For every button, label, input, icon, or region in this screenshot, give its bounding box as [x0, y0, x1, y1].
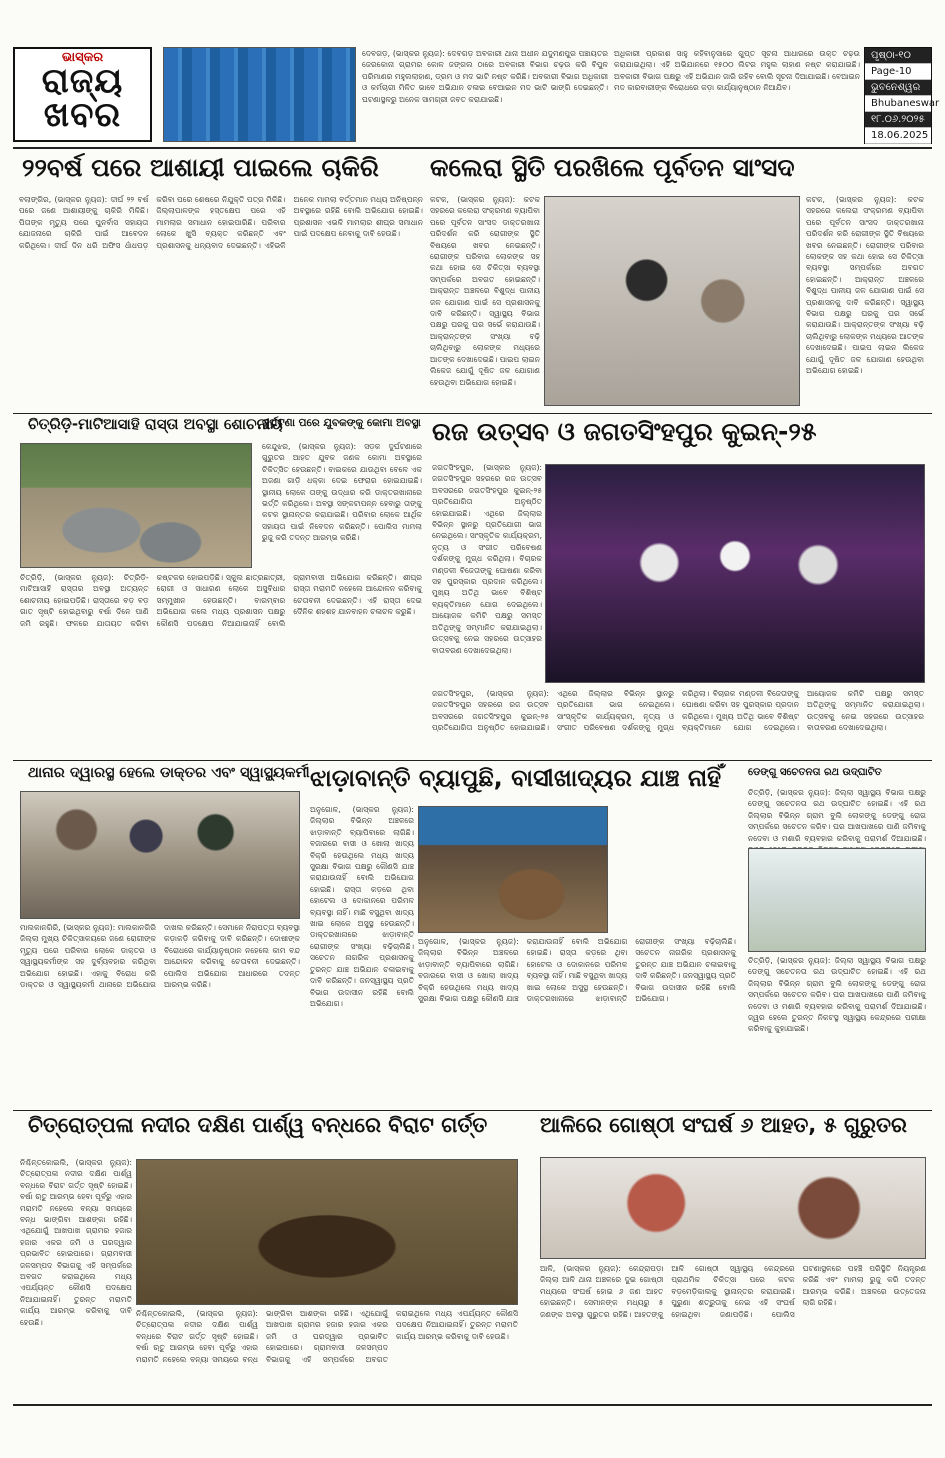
- city-odia: ଭୁବନେଶ୍ୱର: [865, 80, 931, 96]
- headline-river-embankment: ଚିତ୍ରୋତ୍ପଳା ନଦୀର ଦକ୍ଷିଣ ପାର୍ଶ୍ୱ ବନ୍ଧରେ ବିରାଟ ଗର୍ତ୍ତ: [28, 1113, 488, 1137]
- masthead-divider: [13, 147, 932, 149]
- date-odia: ୧୮.୦୬.୨୦୨୫: [865, 112, 931, 128]
- headline-diarrhea-food: ଝାଡ଼ାବାନ୍ତି ବ୍ୟାପୁଛି, ବାସୀଖାଦ୍ୟର ଯାଞ୍ଚ ନାହିଁ: [310, 764, 722, 792]
- article-road-condition: ଚିତ୍ରିଡ଼ି, (ଭାସ୍କର ନ୍ୟୁଜ): ଚିତ୍ରିଡ଼ି-ମାଟିଆସାହି ରାସ୍ତାର ଅବସ୍ଥା ଅତ୍ୟନ୍ତ ଶୋଚନୀୟ ହୋଇପଡ଼ିଛି। ରାସ୍ତାରେ ବଡ଼ ବଡ଼ ଗାତ ସୃଷ୍ଟି ହୋଇଥିବାରୁ ବର୍ଷା ଦିନେ ପାଣି ଜମି ରହୁଛି। ଫଳରେ ଯାତାୟତ କରିବା କଷ୍ଟକର ହୋଇପଡ଼ିଛି। ସ୍କୁଲ ଛାତ୍ରଛାତ୍ରୀ, ରୋଗୀ ଓ ସାଧାରଣ ଲୋକେ ଅସୁବିଧାର ସମ୍ମୁଖୀନ ହେଉଛନ୍ତି। ବାରମ୍ବାର ଅଭିଯୋଗ କଲେ ମଧ୍ୟ ପ୍ରଶାସନ ପକ୍ଷରୁ କୌଣସି ପଦକ୍ଷେପ ନିଆଯାଇନାହିଁ ବୋଲି ଗ୍ରାମବାସୀ ଅଭିଯୋଗ କରିଛନ୍ତି। ଶୀଘ୍ର ରାସ୍ତା ମରାମତି ନହେଲେ ଆନ୍ଦୋଳନ କରିବାକୁ ଚେତାବନୀ ଦେଇଛନ୍ତି। ଏହି ରାସ୍ତା ଦେଇ ଦୈନିକ ଶହଶହ ଯାନବାହନ ଚଳାଚଳ କରୁଛି।: [20, 573, 422, 628]
- embankment-photo: [136, 1159, 518, 1305]
- article-dengue-chariot-top: ଚିତ୍ରିଡ଼ି, (ଭାସ୍କର ନ୍ୟୁଜ): ଜିଲ୍ଲା ସ୍ୱାସ୍ଥ୍ୟ ବିଭାଗ ପକ୍ଷରୁ ଡେଙ୍ଗୁ ସଚେତନତା ରଥ ଉଦ୍‌ଘାଟିତ ହୋଇଛି। ଏହି ରଥ ଜିଲ୍ଲାର ବିଭିନ୍ନ ଗ୍ରାମ ବୁଲି ଲୋକଙ୍କୁ ଡେଙ୍ଗୁ ରୋଗ ସମ୍ପର୍କରେ ସଚେତନ କରିବ। ଘର ଆଖପାଖରେ ପାଣି ଜମିବାକୁ ନଦେବା ଓ ମଶାରି ବ୍ୟବହାର କରିବାକୁ ପରାମର୍ଶ ଦିଆଯାଇଛି।: [748, 788, 926, 843]
- top-story-photo: [163, 47, 356, 142]
- road-photo: [20, 443, 252, 568]
- headline-doctors-police: ଥାନାର ଦ୍ୱାରସ୍ଥ ହେଲେ ଡାକ୍ତର ଏବଂ ସ୍ୱାସ୍ଥ୍ୟକର୍ମୀ: [28, 765, 310, 781]
- bottom-rule: [13, 1404, 932, 1406]
- page-number-en: Page-10: [865, 64, 931, 80]
- headline-dengue-chariot: ଡେଙ୍ଗୁ ସଚେତନତା ରଥ ଉଦ୍‌ଘାଟିତ: [748, 767, 882, 778]
- brand-line-2: ଖବର: [43, 95, 122, 135]
- divider-3: [13, 1110, 932, 1111]
- article-doctors-police: ମାଲକାନଗିରି, (ଭାସ୍କର ନ୍ୟୁଜ): ମାଲକାନଗିରି ଜିଲ୍ଲା ମୁଖ୍ୟ ଚିକିତ୍ସାଳୟରେ ଜଣେ ରୋଗୀଙ୍କ ମୃତ୍ୟୁ ପରେ ପରିବାର ଲୋକେ ଡାକ୍ତର ଓ ସ୍ୱାସ୍ଥ୍ୟକର୍ମୀଙ୍କ ସହ ଦୁର୍ବ୍ୟବହାର କରିଥିବା ଅଭିଯୋଗ ହୋଇଛି। ଏହାକୁ ବିରୋଧ କରି ଡାକ୍ତର ଓ ସ୍ୱାସ୍ଥ୍ୟକର୍ମୀ ଥାନାରେ ଅଭିଯୋଗ ଦାଖଲ କରିଛନ୍ତି। ସେମାନେ ନିରାପତ୍ତା ବ୍ୟବସ୍ଥା କଡ଼ାକଡ଼ି କରିବାକୁ ଦାବି କରିଛନ୍ତି। ଦୋଷୀଙ୍କ ବିରୋଧରେ କାର୍ଯ୍ୟାନୁଷ୍ଠାନ ନହେଲେ କାମ ବନ୍ଦ ଆନ୍ଦୋଳନ କରିବାକୁ ଚେତାବନୀ ଦେଇଛନ୍ତି। ପୋଲିସ ଅଭିଯୋଗ ଆଧାରରେ ତଦନ୍ତ ଆରମ୍ଭ କରିଛି।: [20, 923, 300, 990]
- market-photo: [418, 806, 608, 933]
- article-cholera-visit-col1: କଟକ, (ଭାସ୍କର ନ୍ୟୁଜ): କଟକ ସହରରେ କଲେରା ସଂକ୍ରମଣ ବ୍ୟାପିବା ପରେ ପୂର୍ବତନ ସାଂସଦ ଡାକ୍ତରଖାନା ପରିଦର୍ଶନ କରି ରୋଗୀଙ୍କ ସ୍ଥିତି ବିଷୟରେ ଖବର ନେଇଛନ୍ତି। ରୋଗୀଙ୍କ ପରିବାର ଲୋକଙ୍କ ସହ କଥା ହୋଇ ସେ ଚିକିତ୍ସା ବ୍ୟବସ୍ଥା ସମ୍ପର୍କରେ ଅବଗତ ହୋଇଛନ୍ତି। ଆକ୍ରାନ୍ତ ଅଞ୍ଚଳରେ ବିଶୁଦ୍ଧ ପାନୀୟ ଜଳ ଯୋଗାଣ ପାଇଁ ସେ ପ୍ରଶାସନକୁ ଦାବି କରିଛନ୍ତି। ସ୍ୱାସ୍ଥ୍ୟ ବିଭାଗ ପକ୍ଷରୁ ଘରକୁ ଘର ସର୍ଭେ କରାଯାଉଛି। ଆକ୍ରାନ୍ତଙ୍କ ସଂଖ୍ୟା ବଢ଼ି ଚାଲିଥିବାରୁ ଲୋକଙ୍କ ମଧ୍ୟରେ ଆତଙ୍କ ଦେଖାଦେଇଛି। ପାଇପ ଲାଇନ ଲିକେଜ ଯୋଗୁଁ ଦୂଷିତ ଜଳ ଯୋଗାଣ ହେଉଥିବା ଅଭିଯୋଗ ହୋଇଛି।: [430, 195, 540, 387]
- article-group-clash: ଆଳି, (ଭାସ୍କର ନ୍ୟୁଜ): କେନ୍ଦ୍ରାପଡ଼ା ଜିଲ୍ଲା ଆଳି ଥାନା ଅଞ୍ଚଳରେ ଦୁଇ ଗୋଷ୍ଠୀ ମଧ୍ୟରେ ସଂଘର୍ଷ ହୋଇ ୬ ଜଣ ଆହତ ହୋଇଛନ୍ତି। ସେମାନଙ୍କ ମଧ୍ୟରୁ ୫ ଜଣଙ୍କ ଅବସ୍ଥା ଗୁରୁତର ରହିଛି। ଆହତଙ୍କୁ ଆଳି ଗୋଷ୍ଠୀ ସ୍ୱାସ୍ଥ୍ୟ କେନ୍ଦ୍ରରେ ପ୍ରାଥମିକ ଚିକିତ୍ସା ପରେ କଟକ ବଡ଼ମେଡ଼ିକାଲକୁ ସ୍ଥାନାନ୍ତର କରାଯାଇଛି। ପୁରୁଣା ଶତ୍ରୁତାକୁ ନେଇ ଏହି ସଂଘର୍ଷ ହୋଇଥିବା ଜଣାପଡ଼ିଛି। ପୋଲିସ ଘଟଣାସ୍ଥଳରେ ପହଞ୍ଚି ପରିସ୍ଥିତି ନିୟନ୍ତ୍ରଣ କରିଛି ଏବଂ ମାମଲା ରୁଜୁ କରି ତଦନ୍ତ ଆରମ୍ଭ କରିଛି। ଅଞ୍ଚଳରେ ଉତ୍ତେଜନା ଲାଗି ରହିଛି।: [540, 1264, 926, 1319]
- page-info-box: [864, 47, 940, 144]
- article-raja-festival-bottom: ଜଗତସିଂହପୁର, (ଭାସ୍କର ନ୍ୟୁଜ): ଜଗତସିଂହପୁର ସହରରେ ରଜ ଉତ୍ସବ ଅବସରରେ ଜଗତସିଂହପୁର କୁଇନ୍-୨୫ ପ୍ରତିଯୋଗିତା ଅନୁଷ୍ଠିତ ହୋଇଯାଇଛି। ଏଥିରେ ଜିଲ୍ଲାର ବିଭିନ୍ନ ସ୍ଥାନରୁ ପ୍ରତିଯୋଗୀ ଭାଗ ନେଇଥିଲେ। ସାଂସ୍କୃତିକ କାର୍ଯ୍ୟକ୍ରମ, ନୃତ୍ୟ ଓ ସଂଗୀତ ପରିବେଷଣ ଦର୍ଶକଙ୍କୁ ମୁଗ୍ଧ କରିଥିଲା। ବିଚାରକ ମଣ୍ଡଳୀ ବିଜେତାଙ୍କୁ ଘୋଷଣା କରିବା ସହ ପୁରସ୍କାର ପ୍ରଦାନ କରିଥିଲେ। ମୁଖ୍ୟ ଅତିଥି ଭାବେ ବିଶିଷ୍ଟ ବ୍ୟକ୍ତିମାନେ ଯୋଗ ଦେଇଥିଲେ। ଆୟୋଜକ କମିଟି ପକ୍ଷରୁ ସମସ୍ତ ଅତିଥିଙ୍କୁ ସମ୍ମାନିତ କରାଯାଇଥିଲା। ଉତ୍ସବକୁ ନେଇ ସହରରେ ଉତ୍ସାହର ବାତାବରଣ ଦେଖାଦେଇଥିଲା।: [432, 689, 924, 733]
- article-river-embankment-col1: ନିଶ୍ଚିନ୍ତକୋଇଲି, (ଭାସ୍କର ନ୍ୟୁଜ): ଚିତ୍ରୋତ୍ପଳା ନଦୀର ଦକ୍ଷିଣ ପାର୍ଶ୍ୱ ବନ୍ଧରେ ବିରାଟ ଗର୍ତ୍ତ ସୃଷ୍ଟି ହୋଇଛି। ବର୍ଷା ଋତୁ ଆରମ୍ଭ ହେବା ପୂର୍ବରୁ ଏହାର ମରାମତି ନହେଲେ ବନ୍ୟା ସମୟରେ ବନ୍ଧ ଭାଙ୍ଗିବା ଆଶଙ୍କା ରହିଛି। ଏଥିଯୋଗୁଁ ଆଖପାଖ ଗ୍ରାମର ହଜାର ହଜାର ଏକର ଜମି ଓ ଘରଦ୍ୱାର ପ୍ରଭାବିତ ହୋଇପାରେ। ଗ୍ରାମବାସୀ ଜଳସମ୍ପଦ ବିଭାଗକୁ ଏହି ସମ୍ପର୍କରେ ଅବଗତ କରାଇଥିଲେ ମଧ୍ୟ ଏପର୍ଯ୍ୟନ୍ତ କୌଣସି ପଦକ୍ଷେପ ନିଆଯାଇନାହିଁ। ତୁରନ୍ତ ମରାମତି କାର୍ଯ୍ୟ ଆରମ୍ଭ କରିବାକୁ ଦାବି ହେଉଛି।: [20, 1158, 132, 1327]
- article-river-embankment-col2: ନିଶ୍ଚିନ୍ତକୋଇଲି, (ଭାସ୍କର ନ୍ୟୁଜ): ଚିତ୍ରୋତ୍ପଳା ନଦୀର ଦକ୍ଷିଣ ପାର୍ଶ୍ୱ ବନ୍ଧରେ ବିରାଟ ଗର୍ତ୍ତ ସୃଷ୍ଟି ହୋଇଛି। ବର୍ଷା ଋତୁ ଆରମ୍ଭ ହେବା ପୂର୍ବରୁ ଏହାର ମରାମତି ନହେଲେ ବନ୍ୟା ସମୟରେ ବନ୍ଧ ଭାଙ୍ଗିବା ଆଶଙ୍କା ରହିଛି। ଏଥିଯୋଗୁଁ ଆଖପାଖ ଗ୍ରାମର ହଜାର ହଜାର ଏକର ଜମି ଓ ଘରଦ୍ୱାର ପ୍ରଭାବିତ ହୋଇପାରେ। ଗ୍ରାମବାସୀ ଜଳସମ୍ପଦ ବିଭାଗକୁ ଏହି ସମ୍ପର୍କରେ ଅବଗତ କରାଇଥିଲେ ମଧ୍ୟ ଏପର୍ଯ୍ୟନ୍ତ କୌଣସି ପଦକ୍ଷେପ ନିଆଯାଇନାହିଁ। ତୁରନ୍ତ ମରାମତି କାର୍ଯ୍ୟ ଆରମ୍ଭ କରିବାକୁ ଦାବି ହେଉଛି।: [136, 1309, 518, 1364]
- article-accident-coma: କେନ୍ଦୁଝର, (ଭାସ୍କର ନ୍ୟୁଜ): ସଡ଼କ ଦୁର୍ଘଟଣାରେ ଗୁରୁତର ଆହତ ଯୁବକ ଜଣକ କୋମା ଅବସ୍ଥାରେ ଚିକିତ୍ସିତ ହେଉଛନ୍ତି। ବାଇକରେ ଯାଉଥିବା ବେଳେ ଏକ ଅଜଣା ଗାଡ଼ି ଧକ୍କା ଦେଇ ଫେରାର ହୋଇଯାଇଛି। ସ୍ଥାନୀୟ ଲୋକେ ତାଙ୍କୁ ଉଦ୍ଧାର କରି ଡାକ୍ତରଖାନାରେ ଭର୍ତ୍ତି କରିଥିଲେ। ଅବସ୍ଥା ସଙ୍କଟାପନ୍ନ ହେବାରୁ ତାଙ୍କୁ କଟକ ସ୍ଥାନାନ୍ତର କରାଯାଇଛି। ପରିବାର ଲୋକେ ଆର୍ଥିକ ସହାୟତା ପାଇଁ ନିବେଦନ କରିଛନ୍ତି। ପୋଲିସ ମାମଲା ରୁଜୁ କରି ତଦନ୍ତ ଆରମ୍ଭ କରିଛି।: [262, 442, 422, 543]
- headline-raja-festival: ରଜ ଉତ୍ସବ ଓ ଜଗତସିଂହପୁର କୁଇନ୍-୨୫: [432, 417, 817, 446]
- article-diarrhea-food-col1: ଅନୁଗୋଳ, (ଭାସ୍କର ନ୍ୟୁଜ): ଜିଲ୍ଲାର ବିଭିନ୍ନ ଅଞ୍ଚଳରେ ଝାଡ଼ାବାନ୍ତି ବ୍ୟାପିବାରେ ଲାଗିଛି। ବଜାରରେ ବାସୀ ଓ ଖୋଲା ଖାଦ୍ୟ ବିକ୍ରି ହେଉଥିଲେ ମଧ୍ୟ ଖାଦ୍ୟ ସୁରକ୍ଷା ବିଭାଗ ପକ୍ଷରୁ କୌଣସି ଯାଞ୍ଚ କରାଯାଉନାହିଁ ବୋଲି ଅଭିଯୋଗ ହୋଇଛି। ରାସ୍ତା କଡ଼ରେ ଥିବା ହୋଟେଲ ଓ ଦୋକାନରେ ପରିମଳ ବ୍ୟବସ୍ଥା ନାହିଁ। ମାଛି ବସୁଥିବା ଖାଦ୍ୟ ଖାଇ ଲୋକେ ଅସୁସ୍ଥ ହେଉଛନ୍ତି। ଡାକ୍ତରଖାନାରେ ଝାଡ଼ାବାନ୍ତି ରୋଗୀଙ୍କ ସଂଖ୍ୟା ବଢ଼ିଚାଲିଛି। ସଚେତନ ନାଗରିକ ପ୍ରଶାସନକୁ ତୁରନ୍ତ ଯାଞ୍ଚ ଅଭିଯାନ ଚଳାଇବାକୁ ଦାବି କରିଛନ୍ତି। ଜନସ୍ୱାସ୍ଥ୍ୟ ପ୍ରତି ବିଭାଗ ଉଦାସୀନ ରହିଛି ବୋଲି ଅଭିଯୋଗ।: [310, 805, 414, 1008]
- article-cholera-visit-col2: କଟକ, (ଭାସ୍କର ନ୍ୟୁଜ): କଟକ ସହରରେ କଲେରା ସଂକ୍ରମଣ ବ୍ୟାପିବା ପରେ ପୂର୍ବତନ ସାଂସଦ ଡାକ୍ତରଖାନା ପରିଦର୍ଶନ କରି ରୋଗୀଙ୍କ ସ୍ଥିତି ବିଷୟରେ ଖବର ନେଇଛନ୍ତି। ରୋଗୀଙ୍କ ପରିବାର ଲୋକଙ୍କ ସହ କଥା ହୋଇ ସେ ଚିକିତ୍ସା ବ୍ୟବସ୍ଥା ସମ୍ପର୍କରେ ଅବଗତ ହୋଇଛନ୍ତି। ଆକ୍ରାନ୍ତ ଅଞ୍ଚଳରେ ବିଶୁଦ୍ଧ ପାନୀୟ ଜଳ ଯୋଗାଣ ପାଇଁ ସେ ପ୍ରଶାସନକୁ ଦାବି କରିଛନ୍ତି। ସ୍ୱାସ୍ଥ୍ୟ ବିଭାଗ ପକ୍ଷରୁ ଘରକୁ ଘର ସର୍ଭେ କରାଯାଉଛି। ଆକ୍ରାନ୍ତଙ୍କ ସଂଖ୍ୟା ବଢ଼ି ଚାଲିଥିବାରୁ ଲୋକଙ୍କ ମଧ୍ୟରେ ଆତଙ୍କ ଦେଖାଦେଇଛି। ପାଇପ ଲାଇନ ଲିକେଜ ଯୋଗୁଁ ଦୂଷିତ ଜଳ ଯୋଗାଣ ହେଉଥିବା ଅଭିଯୋଗ ହୋଇଛି।: [806, 195, 924, 376]
- headline-road-condition: ଚିତ୍ରିଡ଼ି-ମାଟିଆସାହି ରାସ୍ତା ଅବସ୍ଥା ଶୋଚନୀୟ: [28, 415, 283, 433]
- masthead: [13, 47, 152, 142]
- article-job-after-22-years: ବଲାଙ୍ଗିର, (ଭାସ୍କର ନ୍ୟୁଜ): ଦୀର୍ଘ ୨୨ ବର୍ଷ ପରେ ଜଣେ ଆଶାୟୀଙ୍କୁ ଚାକିରି ମିଳିଛି। ପିତାଙ୍କ ମୃତ୍ୟୁ ପରେ ପୁନର୍ବାସ ସହାୟତା ଯୋଜନାରେ ଚାକିରି ପାଇଁ ଆବେଦନ କରିଥିଲେ। ଦୀର୍ଘ ଦିନ ଧରି ଅଫିସ ଧାଁଧପଡ଼ କରିବା ପରେ ଶେଷରେ ନିଯୁକ୍ତି ପତ୍ର ମିଳିଛି। ଜିଲ୍ଲାପାଳଙ୍କ ହସ୍ତକ୍ଷେପ ପରେ ଏହି ମାମଲାର ସମାଧାନ ହୋଇପାରିଛି। ପରିବାର ଲୋକେ ଖୁସି ବ୍ୟକ୍ତ କରିଛନ୍ତି ଏବଂ ପ୍ରଶାସନକୁ ଧନ୍ୟବାଦ ଦେଇଛନ୍ତି। ଏହିଭଳି ଅନେକ ମାମଲା ବର୍ତ୍ତମାନ ମଧ୍ୟ ଅନିଷ୍ପନ୍ନ ଅବସ୍ଥାରେ ରହିଛି ବୋଲି ଅଭିଯୋଗ ହୋଇଛି। ପ୍ରଶାସନ ଏଭଳି ମାମଲାର ଶୀଘ୍ର ସମାଧାନ ପାଇଁ ପଦକ୍ଷେପ ନେବାକୁ ଦାବି ହେଉଛି।: [19, 195, 423, 250]
- city-en: Bhubaneswar: [865, 96, 931, 112]
- cholera-photo: [544, 196, 800, 406]
- divider-2: [13, 760, 932, 761]
- dengue-photo: [748, 848, 926, 952]
- page-number-odia: ପୃଷ୍ଠା-୧୦: [865, 48, 931, 64]
- headline-accident-coma: ଦୁର୍ଘଟଣା ପରେ ଯୁବକଙ୍କୁ କୋମା ଅବସ୍ଥା: [262, 417, 421, 429]
- headline-group-clash: ଆଳିରେ ଗୋଷ୍ଠୀ ସଂଘର୍ଷ ୬ ଆହତ, ୫ ଗୁରୁତର: [540, 1113, 907, 1137]
- clash-photo: [540, 1157, 926, 1259]
- article-diarrhea-food-col2: ଅନୁଗୋଳ, (ଭାସ୍କର ନ୍ୟୁଜ): ଜିଲ୍ଲାର ବିଭିନ୍ନ ଅଞ୍ଚଳରେ ଝାଡ଼ାବାନ୍ତି ବ୍ୟାପିବାରେ ଲାଗିଛି। ବଜାରରେ ବାସୀ ଓ ଖୋଲା ଖାଦ୍ୟ ବିକ୍ରି ହେଉଥିଲେ ମଧ୍ୟ ଖାଦ୍ୟ ସୁରକ୍ଷା ବିଭାଗ ପକ୍ଷରୁ କୌଣସି ଯାଞ୍ଚ କରାଯାଉନାହିଁ ବୋଲି ଅଭିଯୋଗ ହୋଇଛି। ରାସ୍ତା କଡ଼ରେ ଥିବା ହୋଟେଲ ଓ ଦୋକାନରେ ପରିମଳ ବ୍ୟବସ୍ଥା ନାହିଁ। ମାଛି ବସୁଥିବା ଖାଦ୍ୟ ଖାଇ ଲୋକେ ଅସୁସ୍ଥ ହେଉଛନ୍ତି। ଡାକ୍ତରଖାନାରେ ଝାଡ଼ାବାନ୍ତି ରୋଗୀଙ୍କ ସଂଖ୍ୟା ବଢ଼ିଚାଲିଛି। ସଚେତନ ନାଗରିକ ପ୍ରଶାସନକୁ ତୁରନ୍ତ ଯାଞ୍ଚ ଅଭିଯାନ ଚଳାଇବାକୁ ଦାବି କରିଛନ୍ତି। ଜନସ୍ୱାସ୍ଥ୍ୟ ପ୍ରତି ବିଭାଗ ଉଦାସୀନ ରହିଛି ବୋଲି ଅଭିଯୋଗ।: [418, 937, 736, 1004]
- article-raja-festival-col1: ଜଗତସିଂହପୁର, (ଭାସ୍କର ନ୍ୟୁଜ): ଜଗତସିଂହପୁର ସହରରେ ରଜ ଉତ୍ସବ ଅବସରରେ ଜଗତସିଂହପୁର କୁଇନ୍-୨୫ ପ୍ରତିଯୋଗିତା ଅନୁଷ୍ଠିତ ହୋଇଯାଇଛି। ଏଥିରେ ଜିଲ୍ଲାର ବିଭିନ୍ନ ସ୍ଥାନରୁ ପ୍ରତିଯୋଗୀ ଭାଗ ନେଇଥିଲେ। ସାଂସ୍କୃତିକ କାର୍ଯ୍ୟକ୍ରମ, ନୃତ୍ୟ ଓ ସଂଗୀତ ପରିବେଷଣ ଦର୍ଶକଙ୍କୁ ମୁଗ୍ଧ କରିଥିଲା। ବିଚାରକ ମଣ୍ଡଳୀ ବିଜେତାଙ୍କୁ ଘୋଷଣା କରିବା ସହ ପୁରସ୍କାର ପ୍ରଦାନ କରିଥିଲେ। ମୁଖ୍ୟ ଅତିଥି ଭାବେ ବିଶିଷ୍ଟ ବ୍ୟକ୍ତିମାନେ ଯୋଗ ଦେଇଥିଲେ। ଆୟୋଜକ କମିଟି ପକ୍ଷରୁ ସମସ୍ତ ଅତିଥିଙ୍କୁ ସମ୍ମାନିତ କରାଯାଇଥିଲା। ଉତ୍ସବକୁ ନେଇ ସହରରେ ଉତ୍ସାହର ବାତାବରଣ ଦେଖାଦେଇଥିଲା।: [432, 463, 542, 655]
- headline-cholera-visit: କଲେରା ସ୍ଥିତି ପରଖିଲେ ପୂର୍ବତନ ସାଂସଦ: [430, 153, 795, 182]
- top-story-text-right: ଅଧିକାରୀ ପ୍ରକାଶ ସାହୁ କହିବାନୁସାରେ ଗୁପ୍ତ ସୂଚନା ଆଧାରରେ ଉକ୍ତ ଚଢ଼ଉ କରାଯାଇଥିଲା। ଏହି ଅଭିଯାନରେ ୧୫୦୦ ଲିଟର ମହୁଲ ଲାହାଣ ନଷ୍ଟ କରାଯାଇଛି। ଅବକାରୀ ବିଭାଗ ପକ୍ଷରୁ ଏହି ଅଭିଯାନ ଜାରି ରହିବ ବୋଲି ସୂଚନା ଦିଆଯାଇଛି। ବେଆଇନ ମଦ କାରବାରୀଙ୍କ ବିରୋଧରେ କଡ଼ା କାର୍ଯ୍ୟାନୁଷ୍ଠାନ ନିଆଯିବ।: [614, 49, 860, 93]
- brand-top: ଭାସ୍କର: [61, 50, 104, 65]
- date-en: 18.06.2025: [865, 128, 931, 144]
- divider-1: [13, 413, 932, 414]
- doctors-photo: [20, 791, 300, 919]
- raja-festival-photo: [545, 464, 925, 683]
- headline-job-after-22-years: ୨୨ବର୍ଷ ପରେ ଆଶାୟୀ ପାଇଲେ ଚାକିରି: [22, 153, 379, 182]
- top-story-text-left: ଦେବଗଡ଼, (ଭାସ୍କର ନ୍ୟୁଜ): ଦେବଗଡ଼ ଅବକାରୀ ଥାନା ଅଧୀନ ଯଦୁମଣପୁର ପଞ୍ଚାୟତର ଜେରକୋନା ଗ୍ରାମର କୋଳ ଜଙ୍ଗଲ ଠାରେ ଅବକାରୀ ବିଭାଗ ଚଢ଼ଉ କରି ବିପୁଳ ପରିମାଣର ମହୁଲଲାହାଣ, ଡ୍ରମ ଓ ମଦ ଭାଟି ନଷ୍ଟ କରିଛି। ଅବକାରୀ ବିଭାଗ ଅଧିକାରୀ ଓ କର୍ମଚାରୀ ମିଳିତ ଭାବେ ଅଭିଯାନ ଚଳାଇ ବେଆଇନ ମଦ ଭାଟି ଭାଙ୍ଗି ଦେଇଛନ୍ତି। ଘଟଣାସ୍ଥଳରୁ ଅନେକ ସାମଗ୍ରୀ ଜବତ କରାଯାଇଛି।: [362, 49, 608, 104]
- brand-line-1: ରାଜ୍ୟ: [41, 61, 124, 101]
- article-dengue-chariot-bottom: ଚିତ୍ରିଡ଼ି, (ଭାସ୍କର ନ୍ୟୁଜ): ଜିଲ୍ଲା ସ୍ୱାସ୍ଥ୍ୟ ବିଭାଗ ପକ୍ଷରୁ ଡେଙ୍ଗୁ ସଚେତନତା ରଥ ଉଦ୍‌ଘାଟିତ ହୋଇଛି। ଏହି ରଥ ଜିଲ୍ଲାର ବିଭିନ୍ନ ଗ୍ରାମ ବୁଲି ଲୋକଙ୍କୁ ଡେଙ୍ଗୁ ରୋଗ ସମ୍ପର୍କରେ ସଚେତନ କରିବ। ଘର ଆଖପାଖରେ ପାଣି ଜମିବାକୁ ନଦେବା ଓ ମଶାରି ବ୍ୟବହାର କରିବାକୁ ପରାମର୍ଶ ଦିଆଯାଇଛି। ଜ୍ୱର ହେଲେ ତୁରନ୍ତ ନିକଟସ୍ଥ ସ୍ୱାସ୍ଥ୍ୟ କେନ୍ଦ୍ରରେ ପରୀକ୍ଷା କରିବାକୁ କୁହାଯାଇଛି।: [748, 956, 926, 1034]
